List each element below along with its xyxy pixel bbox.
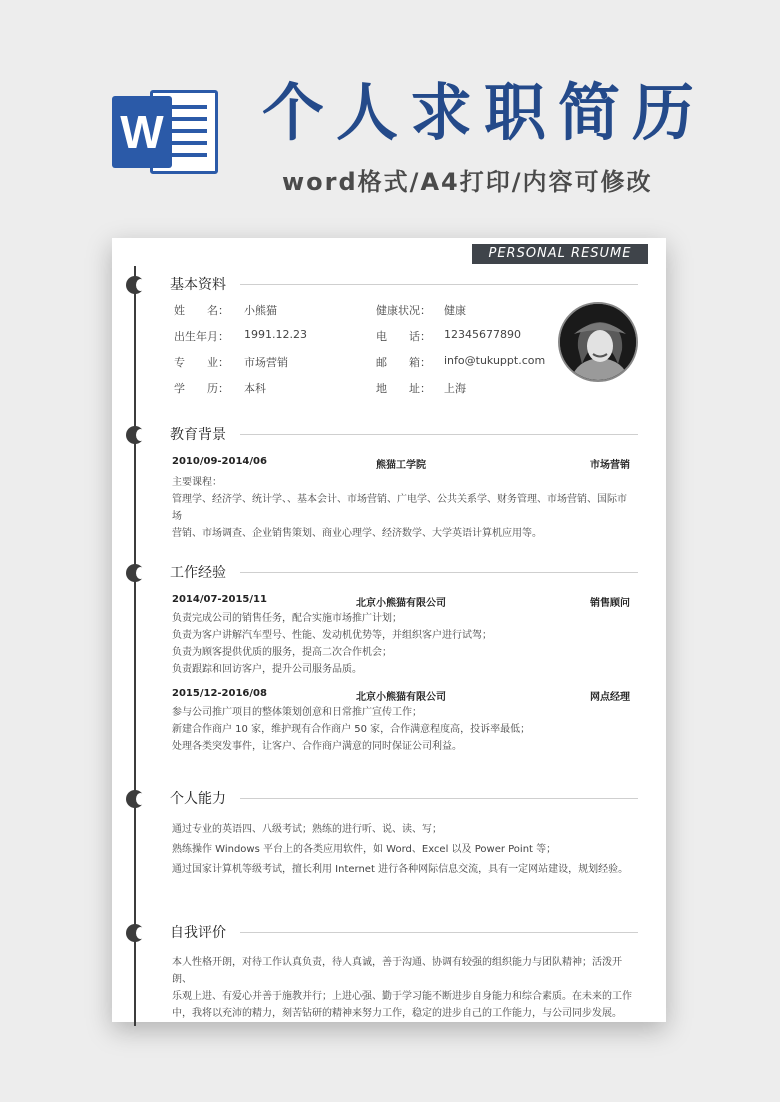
word-logo-icon: [112, 82, 220, 182]
job-description: [172, 610, 632, 678]
education-period: 2010/09-2014/06: [172, 456, 267, 467]
field-value: 本科: [244, 382, 266, 395]
field-value: 12345677890: [444, 328, 521, 341]
text-line: 新建合作商户 10 家，维护现有合作商户 50 家，合作满意程度高，投诉率最低；: [172, 724, 531, 735]
section-marker-icon: [126, 564, 144, 582]
job-period: 2014/07-2015/11: [172, 594, 267, 605]
section-work: [112, 562, 666, 582]
field-label: 姓 名：: [174, 304, 229, 317]
field-label: 出生年月：: [174, 330, 229, 343]
text-line: 管理学、经济学、统计学、、基本会计、市场营销、广电学、公共关系学、财务管理、市场营销、国际市场: [172, 494, 627, 522]
text-line: 熟练操作 Windows 平台上的各类应用软件，如 Word、Excel 以及 Power Point 等；: [172, 844, 557, 855]
section-marker-icon: [126, 924, 144, 942]
field-label: 专 业：: [174, 356, 229, 369]
field-value: 1991.12.23: [244, 328, 307, 341]
section-education: [112, 424, 666, 444]
text-line: 处理各类突发事件，让客户、合作商户满意的同时保证公司利益。: [172, 741, 462, 752]
section-title: 工作经验: [170, 565, 226, 581]
education-school: 熊猫工学院: [376, 460, 426, 471]
education-major: 市场营销: [590, 460, 630, 471]
section-divider: [240, 932, 638, 933]
field-label: 电 话：: [376, 330, 431, 343]
job-description: [172, 704, 632, 755]
job-position: 网点经理: [590, 692, 630, 703]
resume-paper: [112, 238, 666, 1022]
timeline-line: [134, 266, 136, 1026]
text-line: 营销、市场调查、企业销售策划、商业心理学、经济数学、大学英语计算机应用等。: [172, 528, 542, 539]
field-label: 邮 箱：: [376, 356, 431, 369]
section-divider: [240, 572, 638, 573]
section-skills: [112, 788, 666, 808]
text-line: 负责跟踪和回访客户，提升公司服务品质。: [172, 664, 362, 675]
section-self-evaluation: [112, 922, 666, 942]
job-company: 北京小熊猫有限公司: [356, 692, 446, 703]
field-value: 上海: [444, 382, 466, 395]
word-badge: W: [112, 96, 172, 168]
section-marker-icon: [126, 426, 144, 444]
job-period: 2015/12-2016/08: [172, 688, 267, 699]
field-value: 健康: [444, 304, 466, 317]
text-line: 通过专业的英语四、八级考试；熟练的进行听、说、读、写；: [172, 824, 442, 835]
text-line: 负责完成公司的销售任务，配合实施市场推广计划；: [172, 613, 402, 624]
section-title: 自我评价: [170, 925, 226, 941]
section-divider: [240, 434, 638, 435]
text-line: 主要课程：: [172, 477, 222, 488]
self-evaluation-description: [172, 954, 632, 1022]
field-label: 健康状况：: [376, 304, 431, 317]
education-description: [172, 474, 632, 542]
section-title: 个人能力: [170, 791, 226, 807]
section-title: 基本资料: [170, 277, 226, 293]
section-title: 教育背景: [170, 427, 226, 443]
text-line: 负责为客户讲解汽车型号、性能、发动机优势等，并组织客户进行试驾；: [172, 630, 492, 641]
section-divider: [240, 284, 638, 285]
field-value: 小熊猫: [244, 304, 277, 317]
field-label: 学 历：: [174, 382, 229, 395]
job-company: 北京小熊猫有限公司: [356, 598, 446, 609]
section-marker-icon: [126, 276, 144, 294]
text-line: 负责为顾客提供优质的服务，提高二次合作机会；: [172, 647, 392, 658]
text-line: 本人性格开朗，对待工作认真负责，待人真诚，善于沟通、协调有较强的组织能力与团队精神；活泼开朗、: [172, 957, 622, 985]
section-divider: [240, 798, 638, 799]
text-line: 中，我将以充沛的精力，刻苦钻研的精神来努力工作，稳定的进步自己的工作能力，与公司同步发展。: [172, 1008, 622, 1019]
field-value: 市场营销: [244, 356, 288, 369]
portrait-icon: [560, 304, 638, 382]
skills-description: [172, 820, 632, 880]
text-line: 参与公司推广项目的整体策划创意和日常推广宣传工作；: [172, 707, 422, 718]
text-line: 乐观上进、有爱心并善于施教并行；上进心强、勤于学习能不断进步自身能力和综合素质。在未来的工作: [172, 991, 632, 1002]
page-subtitle: word格式/A4打印/内容可修改: [282, 168, 653, 196]
avatar: [558, 302, 638, 382]
job-position: 销售顾问: [590, 598, 630, 609]
section-basic: [112, 274, 666, 294]
field-label: 地 址：: [376, 382, 431, 395]
page-title: 个人求职简历: [262, 76, 707, 149]
resume-tag: PERSONAL RESUME: [472, 244, 648, 264]
field-value: info@tukuppt.com: [444, 354, 546, 367]
text-line: 通过国家计算机等级考试，擅长利用 Internet 进行各种网际信息交流，具有一定网站建设，规划经验。: [172, 864, 629, 875]
section-marker-icon: [126, 790, 144, 808]
